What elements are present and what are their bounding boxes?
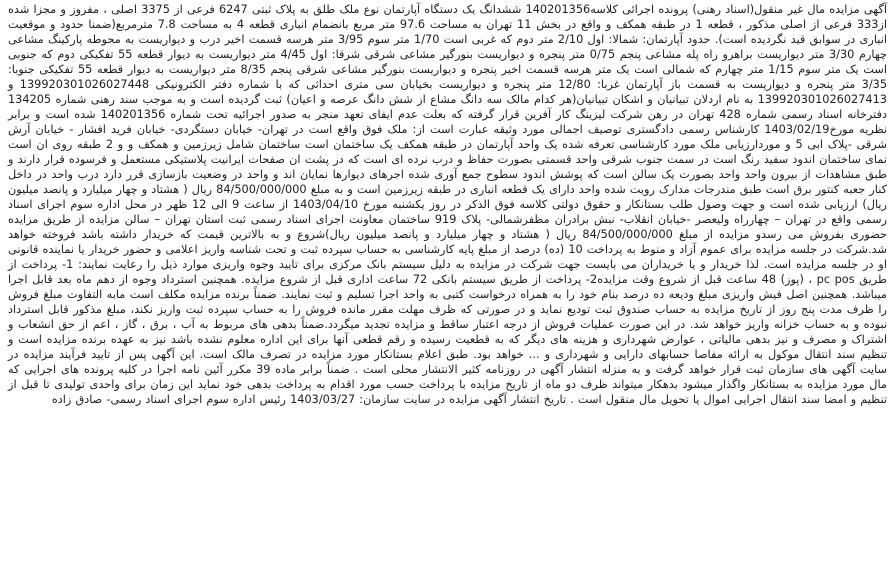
auction-notice-text: آگهی مزایده مال غیر منقول(اسناد رهنی) پرونده اجرائی کلاسه140201356 ششدانگ یک دستگاه آپارتمان نوع ملک طلق به پلاک ثبتی 6247 فرعی از 3375 اصلی ، مفروز و مجزا شده از333 فرعی از اصلی مذکور ، قطعه 1 در طبقه همکف و واقع در بخش 11 تهران به مساحت 97.6 متر مربع بانضمام انباری قطعه 4 به مساحت 7.8 مترمربع(ضمنا حدود و موقعیت انباری در سوابق قید نگردیده است). حدود آپارتمان: شمالا: اول 2/10 متر دوم که غربی است 1/70 متر سوم 3/95 متر هرسه قسمت اخیر درب و دیواریست به محوطه پارکینگ مشاعی چهارم 3/30 متر دیواریست براهرو راه پله مشاعی پنجم 0/75 متر پنجره و دیواریست بنورگیر مشاعی شرقی شرقا: اول 4/45 متر دیواریست به دیوار قطعه 55 تفکیکی دوم که جنوبی است یک متر سوم 1/15 متر چهارم که شمالی است یک متر هرسه قسمت اخیر پنجره و دیواریست بنورگیر مشاعی شرقی پنجم 8/35 متر دیواریست به دیوار قطعه 55 تفکیکی جنوبا: 3/35 متر پنجره و دیواریست به قسمت باز آپارتمان غربا: 12/80 متر پنجره و دیواریست بخیابان سی متری احداثی که با شماره دفتر الکترونیکی 139920301026027448 و 139920301026027413 به نام اردلان تبیانیان و اشکان تبیانیان(هر کدام مالک سه دانگ مشاع از شش دانگ عرصه و اعیان) ثبت گردیده است و به موجب سند رهنی شماره 134205 دفترخانه اسناد رسمی شماره 428 تهران در رهن شرکت لیزینگ کار آفرین قرار گرفته که بعلت عدم ایفای تعهد منجر به صدور اجرائیه تحت شماره 140201356 شده است و برابر نظریه مورخ1403/02/19 کارشناس رسمی دادگستری توصیف اجمالی مورد وثیقه عبارت است از: ملک فوق واقع است در تهران- خیابان دستگردی- خیابان فرید افشار - خیابان آرش شرقی -پلاک ابی 5 و موردارزیابی ملک مورد کارشناسی تعرفه شده یک واحد آپارتمان در طبقه همکف یک ساختمان است ساختمان شامل زیرزمین و همکف و و 2 طبقه روی ان است نمای ساختمان اندود سفید رنگ است در سمت جنوب شرقی واحد قسمتی بصورت حفاظ و درب نرده ای است که در پشت ان صفحات ایرانیت پلاستیکی مستعمل و فرسوده قرار دارند و طبق مشاهدات از بیرون واحد واحد بصورت یک سالن است که پوشش اندود سطوح جمع آوری شده اجرهای دیوارها نمایان اند و واحد در وضعیت بازسازی قرر دارد درب واحد در داخل کنار جعبه کنتور برق است طبق مندرجات مدارک رویت شده واحد دارای یک قطعه انباری در طبقه زیرزمین است و به مبلغ 84/500/000/000 ریال ( هشتاد و چهار میلیارد و پانصد میلیون ریال) ارزیابی شده است و جهت وصول طلب بستانکار و حقوق دولتی کلاسه فوق الذکر در روز یکشنبه مورخ 1403/04/10 از ساعت 9 الی 12 ظهر در محل اداره سوم اجرای اسناد رسمی واقع در تهران – چهارراه ولیعصر -خیابان انقلاب- نبش برادران مظفرشمالی- پلاک 919 ساختمان معاونت اجرای اسناد رسمی ثبت استان تهران – سالن مزایده از طریق مزایده حضوری بفروش می رسدو مزایده از مبلغ 84/500/000/000 ریال ( هشتاد و چهار میلیارد و پانصد میلیون ریال)شروع و به بالاترین قیمت که خریدار داشته باشد فروخته خواهد شد.شرکت در جلسه مزایده برای عموم آزاد و منوط به پرداخت 10 (ده) درصد از مبلغ پایه کارشناسی به حساب سپرده ثبت و تحت شناسه واریز اعلامی و حضور خریدار یا نماینده قانونی او در جلسه مزایده است. لذا خریدار و یا خریداران می بایست جهت شرکت در مزایده به دلیل سیستم بانک مرکزی برای تایید وجوه واریزی موارد ذیل را رعایت نمایند: 1- پرداخت از طریق pc pos ، (پوز) 48 ساعت قبل از شروع وقت مزایده2- پرداخت از طریق سیستم بانکی 72 ساعت اداری قبل از شروع مزایده. همچنین استرداد وجوه از دهم ماه بعد قابل اجرا میباشد. همچنین اصل فیش واریزی مبلغ ودیعه ده درصد بنام خود را به همراه درخواست کتبی به واحد اجرا تسلیم و ثبت نمایند. ضمناً برنده مزایده مکلف است مابه التفاوت مبلغ فروش را ظرف مدت پنج روز از تاریخ مزایده به حساب صندوق ثبت تودیع نماید و در صورتی که ظرف مهلت مقرر مانده فروش را به حساب سپرده ثبت واریز نکند، مبلغ مذکور قابل استرداد نبوده و به حساب خزانه واریز خواهد شد. در این صورت عملیات فروش از درجه اعتبار ساقط و مزایده تجدید میگردد.ضمناً بدهی های مربوط به آب ، برق ، گاز ، اعم از حق انشعاب و اشتراک و مصرف و نیز بدهی مالیاتی ، عوارض شهرداری و هزینه های دیگر که به قطعیت رسیده و رقم قطعی آنها برای این اداره معلوم نشده باشد نیز به عهده برنده مزایده است و تنظیم سند انتقال موکول به ارائه مفاصا حسابهای دارایی و شهرداری و ... خواهد بود. طبق اعلام بستانکار مورد مزایده در تصرف مالک است. این آگهی پس از تایید فرآیند مزایده در سایت آگهی های سازمان ثبت قرار خواهد گرفت و به منزله انتشار آگهی در روزنامه کثیر الانتشار محلی است . ضمناً برابر ماده 39 مکرر آئین نامه اجرا در کلیه پرونده های اجرایی که مال مورد مزایده به بستانکار واگذار میشود بدهکار میتواند ظرف دو ماه از تاریخ مزایده با پرداخت حسب مورد اقدام به پرداخت بدهی خود نماید این زمان برای واحدی تولیدی تا قبل از تنظیم و امضا سند انتقال اجرایی اموال یا تحویل مال منقول است . تاریخ انتشار آگهی مزایده در سایت سازمان: 1403/03/27 رئیس اداره سوم اجرای اسناد رسمی- صادق زاده bbox=[8, 3, 888, 406]
